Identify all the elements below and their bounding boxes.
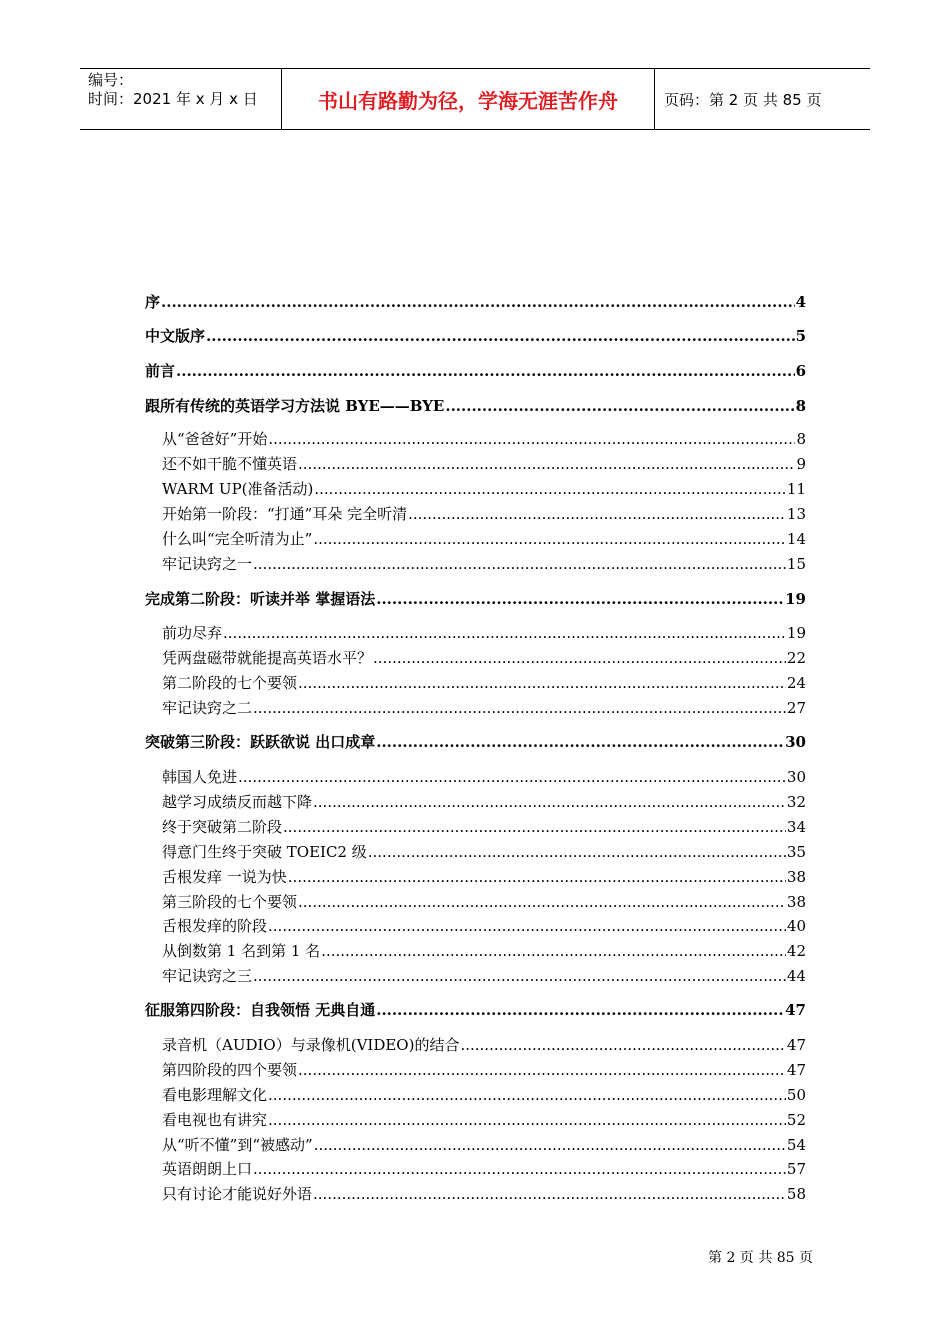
toc-page: 57 [786, 1160, 806, 1178]
toc-page: 14 [786, 530, 806, 548]
toc-page: 30 [786, 768, 806, 786]
toc-leader [368, 843, 786, 861]
toc-title: 看电影理解文化 [162, 1086, 268, 1104]
toc-page: 40 [786, 917, 806, 935]
toc-page: 24 [786, 674, 806, 692]
toc-title: 征服第四阶段：自我领悟 无典自通 [145, 1001, 376, 1019]
toc-entry[interactable] [162, 1109, 806, 1131]
toc-leader [298, 1061, 786, 1079]
toc-leader [460, 1036, 785, 1054]
toc-leader [373, 649, 786, 667]
toc-title: 完成第二阶段：听读并举 掌握语法 [145, 590, 376, 608]
toc-page: 9 [796, 455, 806, 473]
toc-title: 录音机（AUDIO）与录像机(VIDEO)的结合 [162, 1036, 460, 1054]
toc-leader [268, 430, 795, 448]
toc-title: 舌根发痒的阶段 [162, 917, 268, 935]
time-line: 时间：2021 年 x 月 x 日 [88, 90, 258, 108]
toc-title: 看电视也有讲究 [162, 1111, 268, 1129]
toc-entry[interactable] [145, 731, 806, 753]
toc-page: 38 [786, 868, 806, 886]
toc-title: 中文版序 [145, 327, 206, 345]
toc-title: 得意门生终于突破 TOEIC2 级 [162, 843, 367, 861]
toc-page: 58 [786, 1185, 806, 1203]
toc-title: 开始第一阶段：“打通”耳朵 完全听清 [162, 505, 408, 523]
header-divider [654, 69, 655, 129]
toc-leader [268, 917, 786, 935]
toc-title: 牢记诀窍之二 [162, 699, 253, 717]
toc-leader [253, 1160, 786, 1178]
toc-entry[interactable] [162, 1183, 806, 1205]
toc-title: 突破第三阶段：跃跃欲说 出口成章 [145, 733, 376, 751]
toc-leader [313, 1185, 786, 1203]
toc-title: 什么叫“完全听清为止” [162, 530, 313, 548]
toc-entry[interactable] [162, 478, 806, 500]
toc-entry[interactable] [162, 1034, 806, 1056]
header-meta [88, 71, 258, 109]
toc-page: 22 [786, 649, 806, 667]
toc-entry[interactable] [162, 940, 806, 962]
toc-title: 第四阶段的四个要领 [162, 1061, 298, 1079]
header-motto: 书山有路勤为径，学海无涯苦作舟 [318, 89, 618, 113]
toc-entry[interactable] [162, 453, 806, 475]
toc-page: 19 [786, 624, 806, 642]
toc-leader [268, 1086, 786, 1104]
toc-title: WARM UP(准备活动) [162, 480, 314, 498]
toc-title: 跟所有传统的英语学习方法说 BYE——BYE [145, 397, 445, 415]
toc-page: 47 [786, 1061, 806, 1079]
toc-entry[interactable] [162, 766, 806, 788]
toc-entry[interactable] [162, 915, 806, 937]
toc-leader [253, 699, 786, 717]
toc-title: 从倒数第 1 名到第 1 名 [162, 942, 321, 960]
toc-page: 54 [786, 1136, 806, 1154]
toc-title: 英语朗朗上口 [162, 1160, 253, 1178]
toc-title: 牢记诀窍之三 [162, 967, 253, 985]
toc-leader [376, 590, 784, 608]
toc-entry[interactable] [145, 325, 806, 347]
toc-entry[interactable] [162, 697, 806, 719]
toc-title: 序 [145, 293, 161, 311]
toc-leader [253, 967, 786, 985]
toc-entry[interactable] [162, 1084, 806, 1106]
toc-leader [298, 674, 786, 692]
toc-entry[interactable] [162, 553, 806, 575]
toc-leader [161, 293, 795, 311]
toc-page: 35 [786, 843, 806, 861]
toc-leader [314, 1136, 786, 1154]
toc-entry[interactable] [162, 1059, 806, 1081]
toc-page: 34 [786, 818, 806, 836]
toc-entry[interactable] [145, 395, 806, 417]
toc-leader [376, 733, 784, 751]
toc-title: 舌根发痒 一说为快 [162, 868, 287, 886]
toc-page: 52 [786, 1111, 806, 1129]
toc-title: 第三阶段的七个要领 [162, 893, 298, 911]
toc-leader [288, 868, 786, 886]
toc-page: 50 [786, 1086, 806, 1104]
toc-leader [268, 1111, 786, 1129]
toc-leader [298, 893, 786, 911]
toc-page: 15 [786, 555, 806, 573]
toc-page: 42 [786, 942, 806, 960]
toc-entry[interactable] [145, 999, 806, 1021]
toc-title: 只有讨论才能说好外语 [162, 1185, 313, 1203]
toc-leader [408, 505, 786, 523]
toc-page: 11 [786, 480, 806, 498]
toc-leader [298, 455, 795, 473]
toc-title: 前言 [145, 362, 176, 380]
toc-leader [445, 397, 794, 415]
toc-page: 27 [786, 699, 806, 717]
toc-title: 越学习成绩反而越下降 [162, 793, 313, 811]
toc-page: 30 [785, 733, 806, 751]
toc-page: 47 [785, 1001, 806, 1019]
toc-entry[interactable] [162, 841, 806, 863]
page-header [80, 68, 870, 130]
toc-title: 凭两盘磁带就能提高英语水平？ [162, 649, 373, 667]
toc-entry[interactable] [162, 647, 806, 669]
toc-leader [321, 942, 786, 960]
toc-leader [283, 818, 786, 836]
toc-entry[interactable] [162, 672, 806, 694]
toc-leader [314, 480, 786, 498]
toc-page: 8 [796, 430, 806, 448]
toc-title: 牢记诀窍之一 [162, 555, 253, 573]
toc-page: 44 [786, 967, 806, 985]
toc-entry[interactable] [162, 866, 806, 888]
toc-page: 38 [786, 893, 806, 911]
toc-leader [223, 624, 786, 642]
toc-page: 19 [785, 590, 806, 608]
toc-entry[interactable] [145, 360, 806, 382]
toc-page: 8 [795, 397, 806, 415]
toc-title: 还不如干脆不懂英语 [162, 455, 298, 473]
toc-entry[interactable] [162, 816, 806, 838]
number-label: 编号： [88, 71, 134, 89]
header-page-info: 页码：第 2 页 共 85 页 [664, 91, 822, 109]
toc-page: 6 [795, 362, 806, 380]
toc-entry[interactable] [162, 528, 806, 550]
toc-page: 13 [786, 505, 806, 523]
toc-leader [313, 530, 786, 548]
toc-leader [376, 1001, 784, 1019]
toc-entry[interactable] [162, 891, 806, 913]
toc-leader [253, 555, 786, 573]
toc-leader [313, 793, 786, 811]
toc-page: 47 [786, 1036, 806, 1054]
toc-entry[interactable] [162, 1158, 806, 1180]
toc-page: 5 [795, 327, 806, 345]
toc-entry[interactable] [162, 503, 806, 525]
toc-leader [238, 768, 786, 786]
toc-entry[interactable] [162, 791, 806, 813]
toc-title: 第二阶段的七个要领 [162, 674, 298, 692]
toc-entry[interactable] [162, 1134, 806, 1156]
toc-leader [176, 362, 795, 380]
toc-title: 从“爸爸好”开始 [162, 430, 268, 448]
toc-title: 韩国人免进 [162, 768, 238, 786]
toc-leader [206, 327, 795, 345]
toc-entry[interactable] [162, 622, 806, 644]
toc-entry[interactable] [145, 588, 806, 610]
toc-title: 终于突破第二阶段 [162, 818, 283, 836]
toc-entry[interactable] [162, 428, 806, 450]
toc-entry[interactable] [145, 291, 806, 313]
page-footer: 第 2 页 共 85 页 [708, 1250, 813, 1266]
toc-page: 32 [786, 793, 806, 811]
toc-title: 前功尽弃 [162, 624, 223, 642]
toc-page: 4 [795, 293, 806, 311]
toc-title: 从“听不懂”到“被感动” [162, 1136, 313, 1154]
toc-entry[interactable] [162, 965, 806, 987]
